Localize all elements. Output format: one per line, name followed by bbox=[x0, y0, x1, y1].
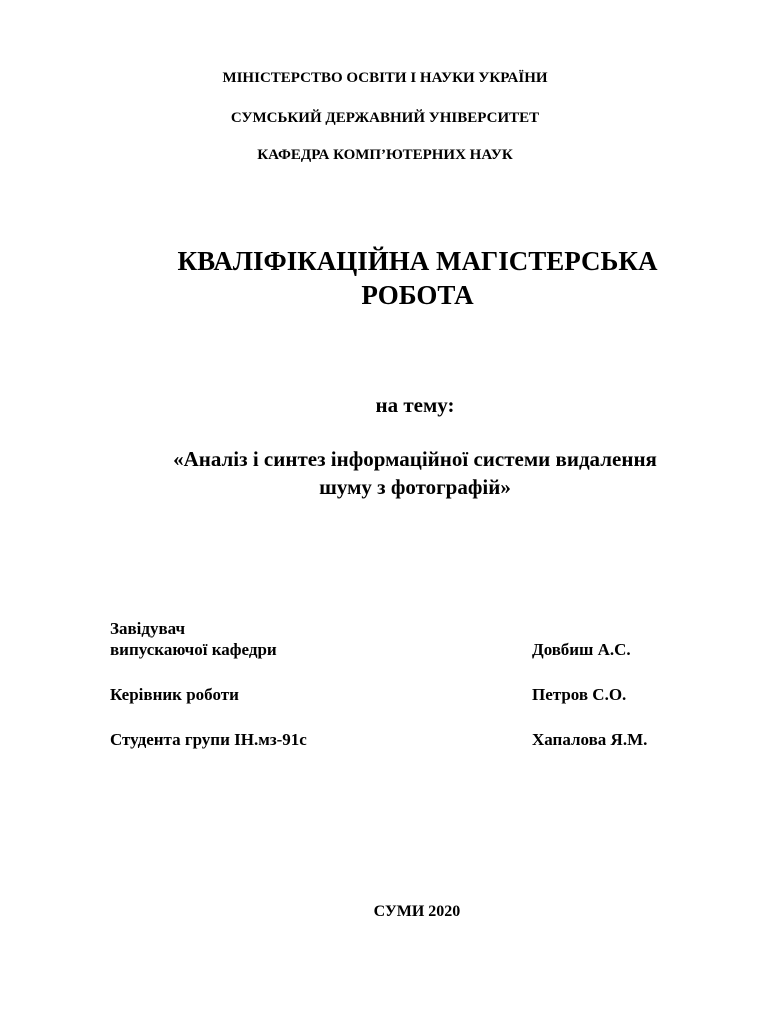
supervisor-role: Керівник роботи bbox=[110, 685, 239, 704]
ministry-heading: МІНІСТЕРСТВО ОСВІТИ І НАУКИ УКРАЇНИ bbox=[222, 70, 548, 86]
city-year: СУМИ 2020 bbox=[373, 903, 461, 920]
supervisor-name: Петров С.О. bbox=[532, 685, 627, 704]
department-heading: КАФЕДРА КОМП’ЮТЕРНИХ НАУК bbox=[257, 147, 513, 163]
topic-title bbox=[30, 445, 770, 501]
topic-title-line-2: шуму з фотографій» bbox=[319, 475, 511, 499]
document-title-line-2: РОБОТА bbox=[361, 280, 474, 310]
student-name: Хапалова Я.М. bbox=[532, 730, 648, 749]
head-role-line-1: Завідувач bbox=[110, 619, 186, 638]
university-heading: СУМСЬКИЙ ДЕРЖАВНИЙ УНІВЕРСИТЕТ bbox=[230, 110, 540, 126]
head-name: Довбиш А.С. bbox=[532, 640, 631, 659]
document-title bbox=[60, 244, 770, 312]
topic-title-line-1: «Аналіз і синтез інформаційної системи видалення bbox=[173, 447, 657, 471]
head-role-line-2: випускаючої кафедри bbox=[110, 640, 277, 659]
topic-label: на тему: bbox=[375, 393, 455, 417]
student-role: Студента групи ІН.мз-91с bbox=[110, 730, 307, 749]
head-role bbox=[110, 618, 277, 660]
document-title-line-1: КВАЛІФІКАЦІЙНА МАГІСТЕРСЬКА bbox=[177, 246, 658, 276]
